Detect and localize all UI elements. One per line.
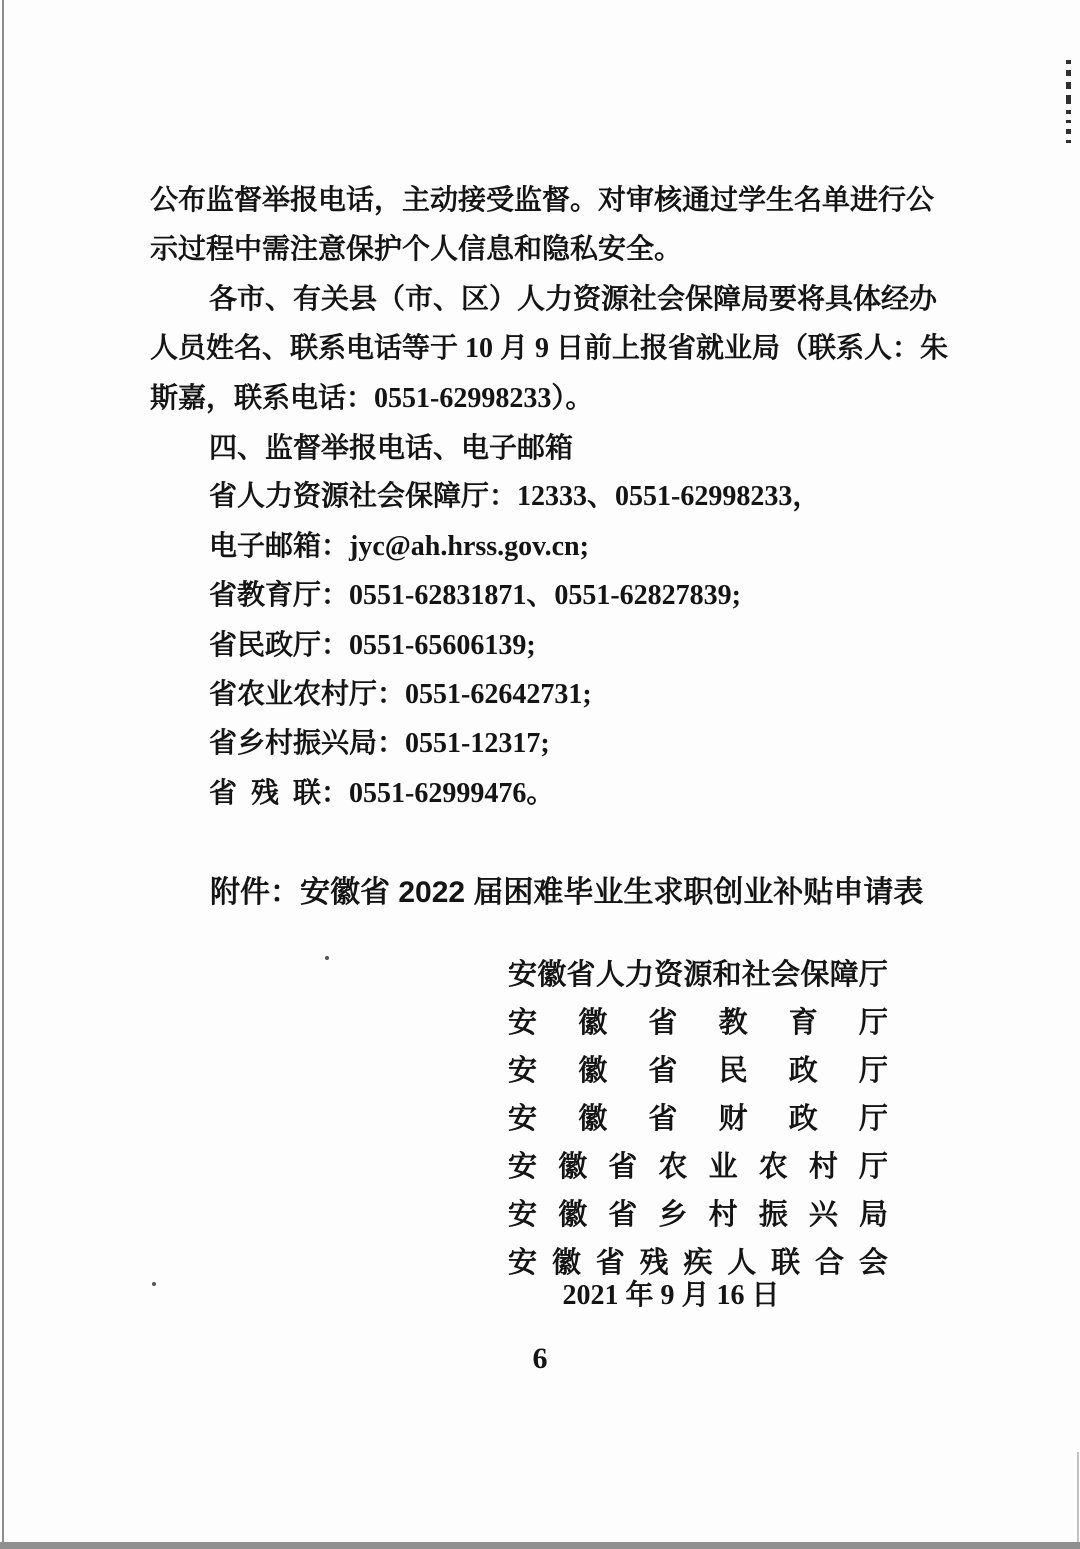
scan-edge-right-line: [1077, 1452, 1079, 1542]
contact-line: 省农业农村厅：0551-62642731;: [209, 678, 592, 710]
signature-agency: 安 徽 省 财 政 厅: [508, 1102, 888, 1135]
paragraph-line: 斯嘉，联系电话：0551-62998233）。: [150, 382, 594, 414]
page-number: 6: [532, 1342, 548, 1375]
paragraph-line: 人员姓名、联系电话等于 10 月 9 日前上报省就业局（联系人：朱: [150, 333, 949, 365]
document-body: [150, 176, 950, 818]
contact-line: 省人力资源社会保障厅：12333、0551-62998233，: [209, 481, 821, 513]
ink-speck: [325, 956, 329, 960]
paragraph-line: 公布监督举报电话，主动接受监督。对审核通过学生名单进行公: [150, 185, 935, 216]
signature-agency: 安 徽 省 残 疾 人 联 合 会: [508, 1246, 888, 1279]
contact-line: 省 残 联：0551-62999476。: [209, 777, 555, 809]
contact-line: 电子邮箱：jyc@ah.hrss.gov.cn;: [209, 530, 589, 562]
paragraph-line: 示过程中需注意保护个人信息和隐私安全。: [150, 234, 683, 266]
contact-line: 省民政厅：0551-65606139;: [209, 629, 536, 661]
scan-edge-left-line: [2, 0, 4, 1549]
signature-block: [508, 948, 888, 1318]
signature-agency: 安 徽 省 乡 村 振 兴 局: [508, 1198, 888, 1231]
paragraph-line: 各市、有关县（市、区）人力资源社会保障局要将具体经办: [209, 283, 938, 315]
signature-date: 2021 年 9 月 16 日: [562, 1280, 780, 1311]
signature-agency: 安 徽 省 教 育 厅: [508, 1006, 888, 1039]
scan-artifact-dots: [1066, 60, 1072, 149]
signature-agency: 安 徽 省 民 政 厅: [508, 1054, 888, 1087]
signature-agency: 安 徽 省 人 力 资 源 和 社 会 保 障 厅: [508, 958, 888, 991]
section-heading: 四、监督举报电话、电子邮箱: [209, 431, 574, 463]
contact-line: 省教育厅：0551-62831871、0551-62827839;: [209, 580, 741, 612]
ink-speck: [152, 1282, 156, 1286]
signature-agency: 安 徽 省 农 业 农 村 厅: [508, 1150, 888, 1183]
scan-bottom-bar: [0, 1542, 1080, 1549]
attachment-line: 附件：安徽省 2022 届困难毕业生求职创业补贴申请表: [210, 876, 924, 909]
contact-line: 省乡村振兴局：0551-12317;: [209, 728, 550, 760]
